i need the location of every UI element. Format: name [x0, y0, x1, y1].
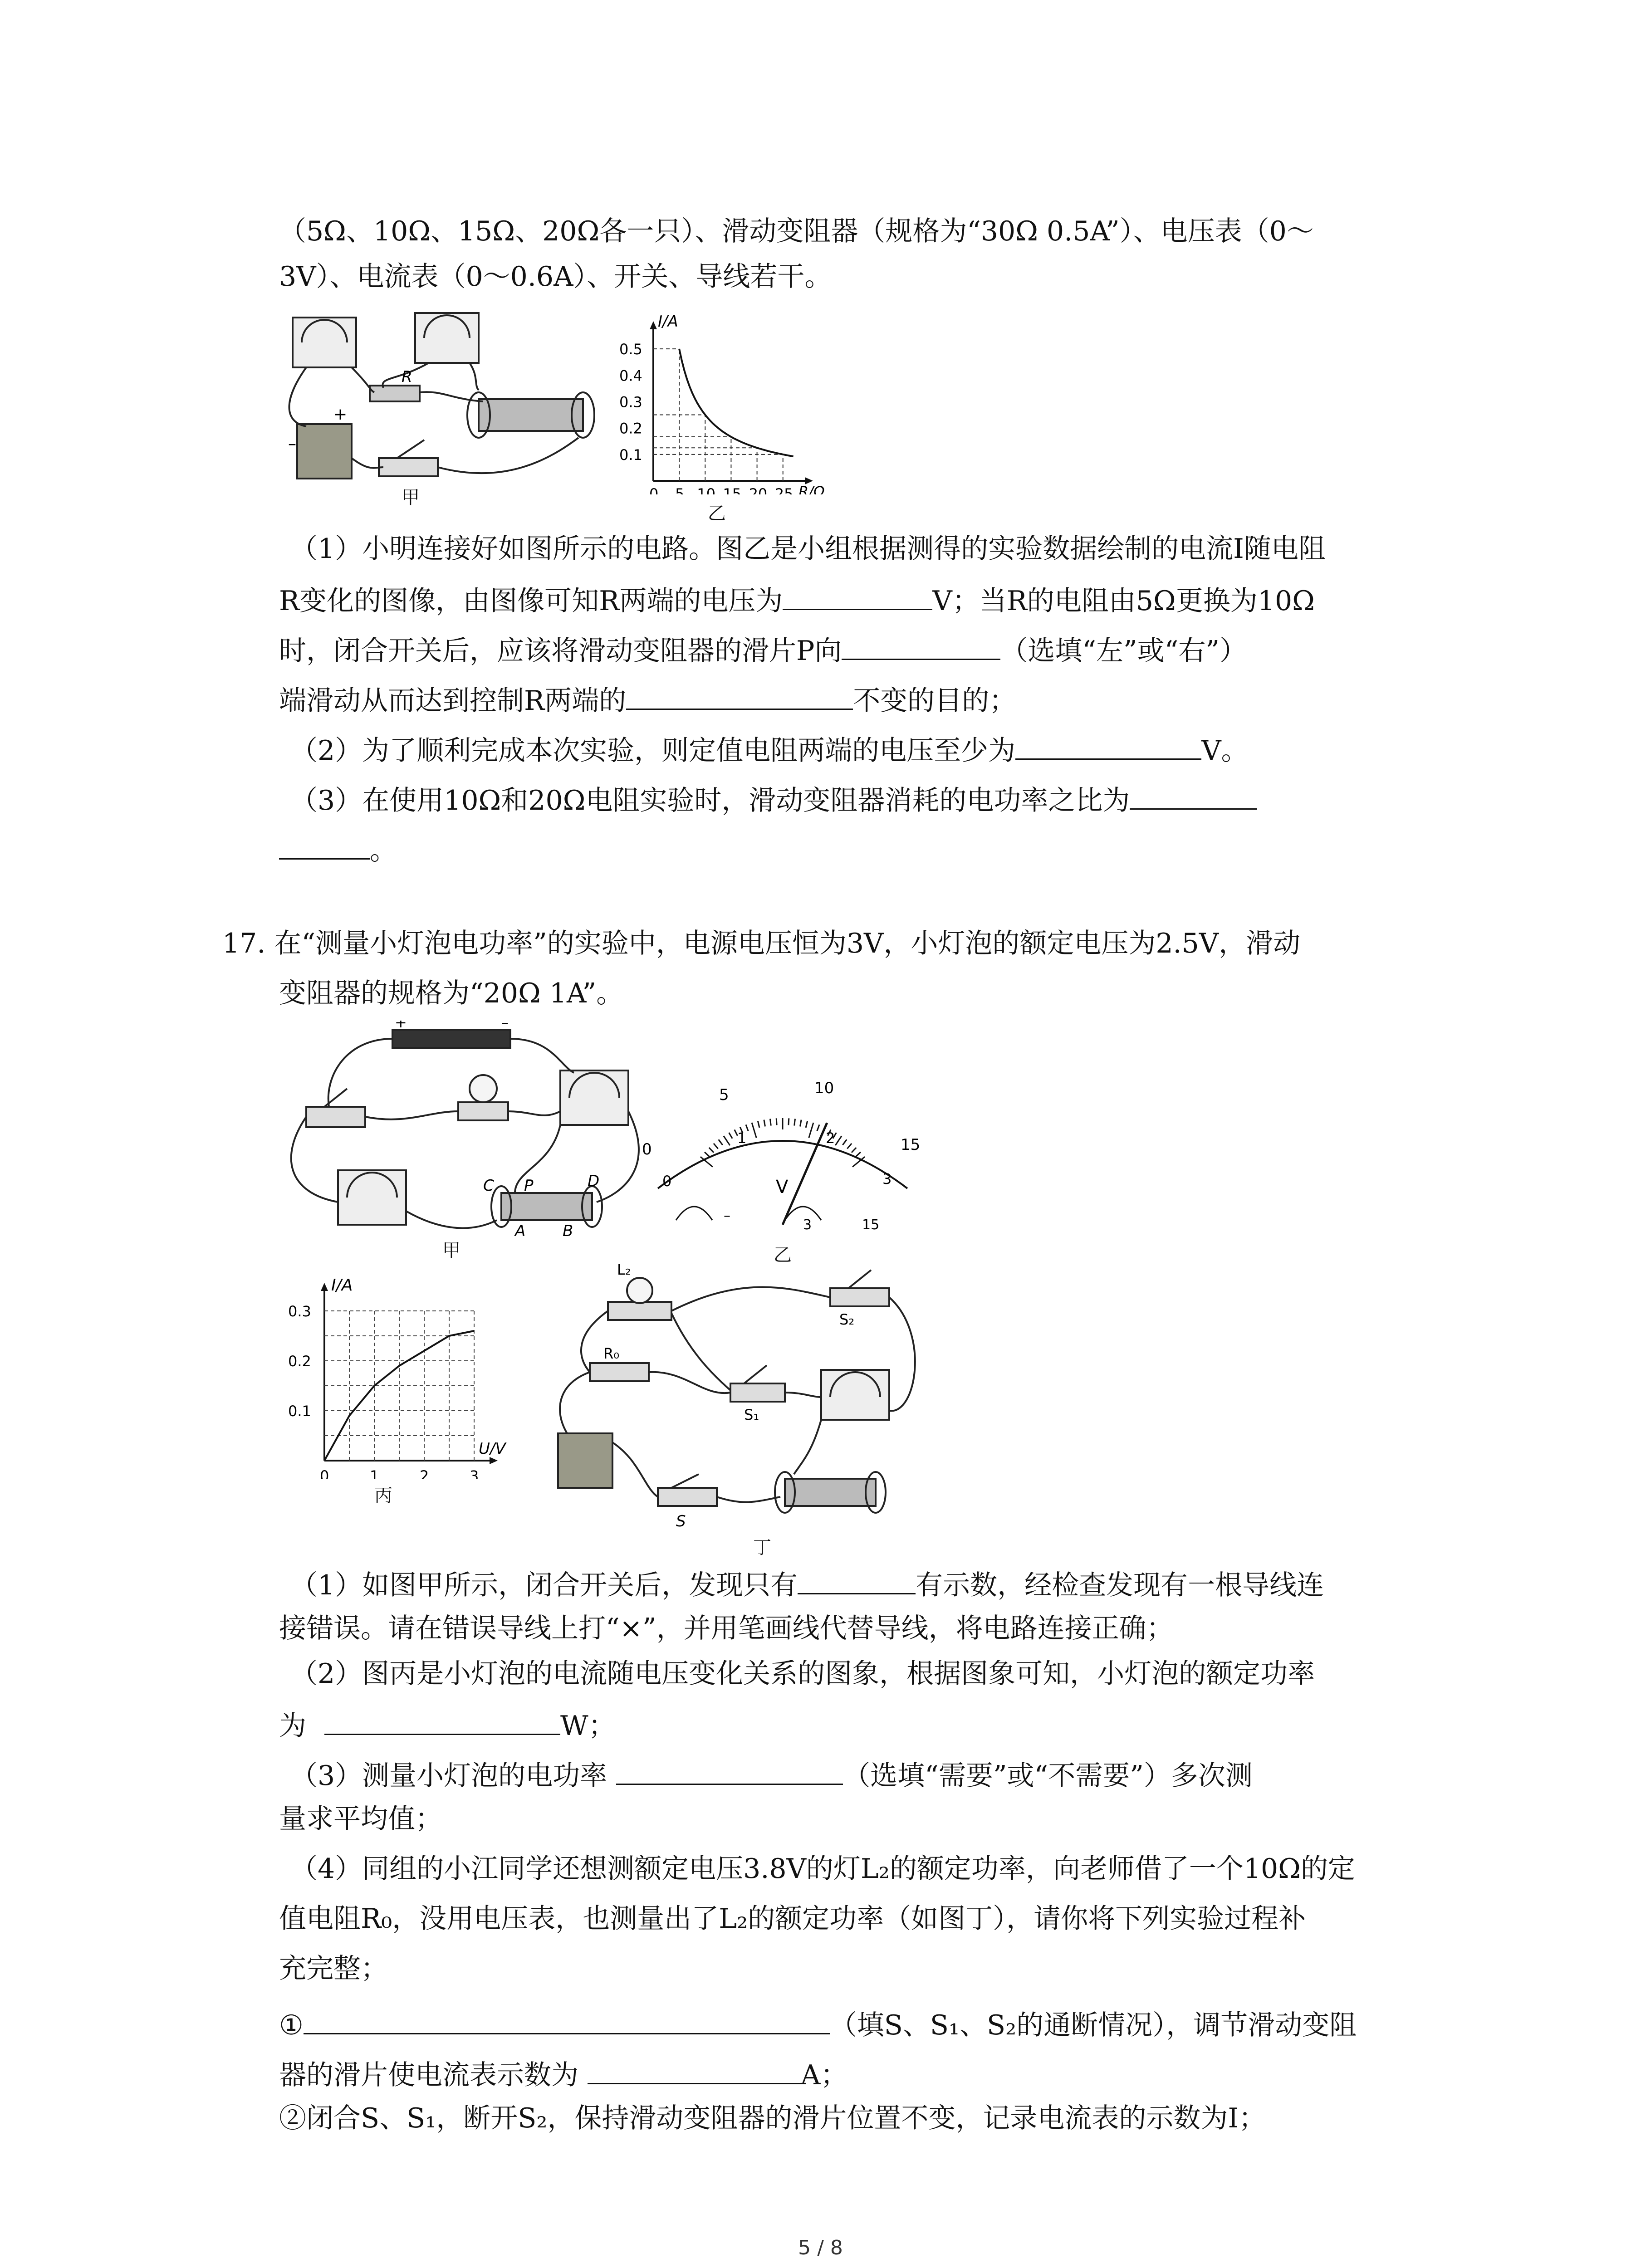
intro-line-2: 3V）、电流表（0～0.6A）、开关、导线若干。: [279, 261, 832, 293]
fig17-jia-circuit: [279, 1021, 656, 1261]
chart16-xlabel: R/Ω: [798, 483, 825, 494]
q16-p1-b-text2: V；当R的电阻由5Ω更换为10Ω: [932, 585, 1315, 617]
q17-p3-blank[interactable]: [616, 1755, 843, 1785]
meter-tick: [770, 1119, 771, 1126]
fig16-jia-caption: 甲: [402, 487, 420, 508]
q16-p1-blank-direction[interactable]: [842, 631, 1000, 660]
chart16-ytick: 0.5: [619, 341, 642, 358]
q17-step1-c-text2: A；: [801, 2059, 848, 2091]
q17-p3-a-text1: （3）测量小灯泡的电功率: [290, 1760, 607, 1792]
q17-step1-blank-switches[interactable]: [304, 2005, 830, 2034]
q16-p1-line-d: [279, 680, 1016, 719]
svg-text:–: –: [501, 1021, 509, 1031]
chart17-xtick: 0: [320, 1467, 329, 1479]
ding-label-s2: S₂: [839, 1311, 855, 1328]
q16-p2-text1: （2）为了顺利完成本次实验，则定值电阻两端的电压至少为: [290, 735, 1016, 767]
slider-label-a: A: [515, 1222, 526, 1240]
fig16-yi-caption: 乙: [708, 503, 726, 524]
q17-p4-line-c: 充完整；: [279, 1953, 388, 1984]
chart16-ytick: 0.1: [619, 446, 642, 464]
chart17-ytick: 0.3: [288, 1303, 311, 1320]
meter-tick: [709, 1148, 714, 1153]
q16-p1-line-a: （1）小明连接好如图所示的电路。图乙是小组根据测得的实验数据绘制的电流I随电阻: [290, 533, 1326, 565]
meter-tick: [852, 1148, 856, 1153]
chart17-ytick: 0.2: [288, 1353, 311, 1370]
q17-p2-line-a: （2）图丙是小灯泡的电流随电压变化关系的图象，根据图象可知，小灯泡的额定功率: [290, 1658, 1315, 1690]
q17-stem-line-2: 变阻器的规格为“20Ω 1A”。: [279, 978, 624, 1009]
page-number: 5 / 8: [798, 2236, 843, 2259]
meter-lower-2: 2: [826, 1129, 835, 1147]
fig17-jia-caption: 甲: [442, 1240, 460, 1261]
chart16-xtick: 15: [723, 485, 742, 494]
meter-tick: [729, 1133, 733, 1139]
svg-text:–: –: [288, 435, 296, 453]
q17-p2-b-text1: 为: [279, 1710, 306, 1742]
q16-p3-blank-a[interactable]: [1130, 780, 1257, 810]
q16-p1-d-text1: 端滑动从而达到控制R两端的: [279, 685, 627, 717]
meter-tick: [719, 1139, 723, 1145]
q17-p2-blank[interactable]: [324, 1706, 560, 1735]
meter-needle: [783, 1123, 827, 1225]
q16-p2-text2: V。: [1201, 735, 1249, 767]
meter-tick: [752, 1123, 756, 1138]
fig17-ding-caption: 丁: [753, 1537, 771, 1558]
q16-p1-c-text2: （选填“左”或“右”）: [1000, 635, 1247, 667]
fig16-yi-chart: [617, 313, 853, 526]
q17-p1-line-a: [290, 1565, 1324, 1603]
meter-tick: [806, 1121, 808, 1128]
ding-label-s1: S₁: [744, 1406, 759, 1423]
meter-upper-5: 5: [719, 1086, 729, 1104]
fig16-jia-circuit: [279, 308, 624, 508]
chart16-xtick: 0: [649, 485, 659, 494]
svg-text:+: +: [333, 405, 348, 424]
q17-p1-a-text1: （1）如图甲所示，闭合开关后，发现只有: [290, 1569, 798, 1601]
chart16-series-curve: [679, 349, 794, 456]
q17-step1-marker: ①: [279, 2009, 304, 2041]
meter-tick: [764, 1120, 765, 1127]
q16-p3-line: [290, 780, 1257, 819]
meter-tick: [817, 1124, 819, 1131]
meter-tick: [705, 1152, 710, 1157]
q16-p3-blank-b[interactable]: [279, 830, 370, 860]
chart17-ylabel: I/A: [331, 1276, 353, 1295]
meter-tick: [776, 1118, 777, 1125]
q17-p3-line-a: [290, 1755, 1253, 1794]
meter-tick: [843, 1139, 847, 1145]
meter-tick: [856, 1152, 861, 1157]
chart16-ytick: 0.3: [619, 393, 642, 411]
ding-label-s: S: [676, 1512, 686, 1530]
q17-p1-line-b: 接错误。请在错误导线上打“×”，并用笔画线代替导线，将电路连接正确；: [279, 1613, 1174, 1644]
q17-step1-line-a: [279, 2005, 1357, 2043]
chart16-ytick: 0.2: [619, 420, 642, 437]
meter-tick: [794, 1119, 795, 1126]
chart17-xtick: 3: [470, 1467, 479, 1479]
meter-terminal-3: 3: [803, 1217, 812, 1233]
q17-p3-line-b: 量求平均值；: [279, 1803, 442, 1835]
q16-p1-line-c: [279, 631, 1247, 669]
q17-p1-blank[interactable]: [798, 1565, 916, 1594]
ding-label-l2: L₂: [617, 1261, 631, 1278]
q17-stem-line-1: 17. 在“测量小灯泡电功率”的实验中，电源电压恒为3V，小灯泡的额定电压为2.5V，滑动: [222, 928, 1301, 959]
fig17-yi-caption: 乙: [774, 1245, 792, 1266]
q16-p1-line-b: [279, 581, 1315, 619]
q16-p1-blank-voltage[interactable]: [783, 581, 932, 610]
q17-step1-line-b: [279, 2055, 847, 2093]
meter-tick: [847, 1144, 852, 1149]
meter-unit: V: [776, 1177, 789, 1198]
q17-step1-blank-current[interactable]: [588, 2055, 801, 2084]
meter-tick: [800, 1120, 802, 1127]
meter-lower-1: 1: [737, 1129, 747, 1147]
q17-p2-b-text2: W；: [560, 1710, 616, 1742]
ding-label-r0: R₀: [603, 1345, 620, 1362]
fig17-bing-caption: 丙: [374, 1485, 392, 1506]
q16-p1-d-text2: 不变的目的；: [853, 685, 1017, 717]
slider-label-c: C: [483, 1177, 494, 1195]
svg-text:R: R: [402, 368, 412, 386]
chart16-xtick: 10: [697, 485, 716, 494]
meter-tick: [724, 1136, 730, 1145]
meter-tick: [714, 1144, 718, 1149]
intro-line-1: （5Ω、10Ω、15Ω、20Ω各一只）、滑动变阻器（规格为“30Ω 0.5A”）、电压表（0～: [279, 215, 1314, 247]
fig17-yi-voltmeter: [635, 1075, 930, 1266]
q17-p4-line-a: （4）同组的小江同学还想测额定电压3.8V的灯L₂的额定功率，向老师借了一个10Ω的定: [290, 1853, 1355, 1885]
svg-text:+: +: [395, 1021, 407, 1031]
q17-step2-line: ②闭合S、S₁，断开S₂，保持滑动变阻器的滑片位置不变，记录电流表的示数为I；: [279, 2102, 1266, 2134]
chart17-xlabel: U/V: [479, 1440, 506, 1458]
q17-p2-line-b: [279, 1706, 616, 1744]
meter-terminal-minus: –: [724, 1208, 730, 1224]
q16-p2-line: [290, 730, 1249, 769]
q17-p3-a-text2: （选填“需要”或“不需要”）多次测: [843, 1760, 1253, 1792]
chart17-ytick: 0.1: [288, 1403, 311, 1420]
meter-upper-10: 10: [814, 1079, 834, 1097]
q17-step1-c-text1: 器的滑片使电流表示数为: [279, 2059, 578, 2091]
slider-label-d: D: [588, 1172, 600, 1190]
meter-upper-0: 0: [642, 1140, 652, 1158]
chart16-ylabel: I/A: [658, 313, 678, 331]
q17-p4-line-b: 值电阻R₀，没用电压表，也测量出了L₂的额定功率（如图丁），请你将下列实验过程补: [279, 1903, 1306, 1935]
chart16-xtick: 5: [675, 485, 685, 494]
meter-lower-0: 0: [662, 1173, 672, 1190]
chart16-xtick: 25: [774, 485, 794, 494]
q16-p3-text2: 。: [370, 835, 397, 866]
chart16-ytick: 0.4: [619, 367, 642, 385]
q17-p1-a-text2: 有示数，经检查发现有一根导线连: [916, 1569, 1324, 1601]
meter-tick: [835, 1136, 842, 1145]
meter-upper-15: 15: [901, 1136, 921, 1154]
meter-tick: [809, 1123, 813, 1138]
chart16-xtick: 20: [749, 485, 768, 494]
q16-p2-blank[interactable]: [1015, 730, 1201, 760]
fig17-bing-chart: [279, 1270, 533, 1506]
q16-p1-c-text1: 时，闭合开关后，应该将滑动变阻器的滑片P向: [279, 635, 842, 667]
meter-terminal-15: 15: [862, 1217, 880, 1233]
q16-p3-text1: （3）在使用10Ω和20Ω电阻实验时，滑动变阻器消耗的电功率之比为: [290, 785, 1130, 816]
slider-label-b: B: [563, 1222, 573, 1240]
chart17-xtick: 2: [420, 1467, 429, 1479]
slider-label-p: P: [524, 1177, 534, 1195]
fig17-ding-circuit: [540, 1261, 957, 1558]
meter-lower-3: 3: [882, 1170, 892, 1188]
q16-p3-line-2: [279, 830, 397, 869]
meter-tick: [758, 1121, 759, 1128]
chart17-xtick: 1: [370, 1467, 379, 1479]
q17-step1-text: （填S、S₁、S₂的通断情况），调节滑动变阻: [829, 2009, 1357, 2041]
q16-p1-blank-quantity[interactable]: [626, 680, 853, 710]
q16-p1-b-text1: R变化的图像，由图像可知R两端的电压为: [279, 585, 783, 617]
